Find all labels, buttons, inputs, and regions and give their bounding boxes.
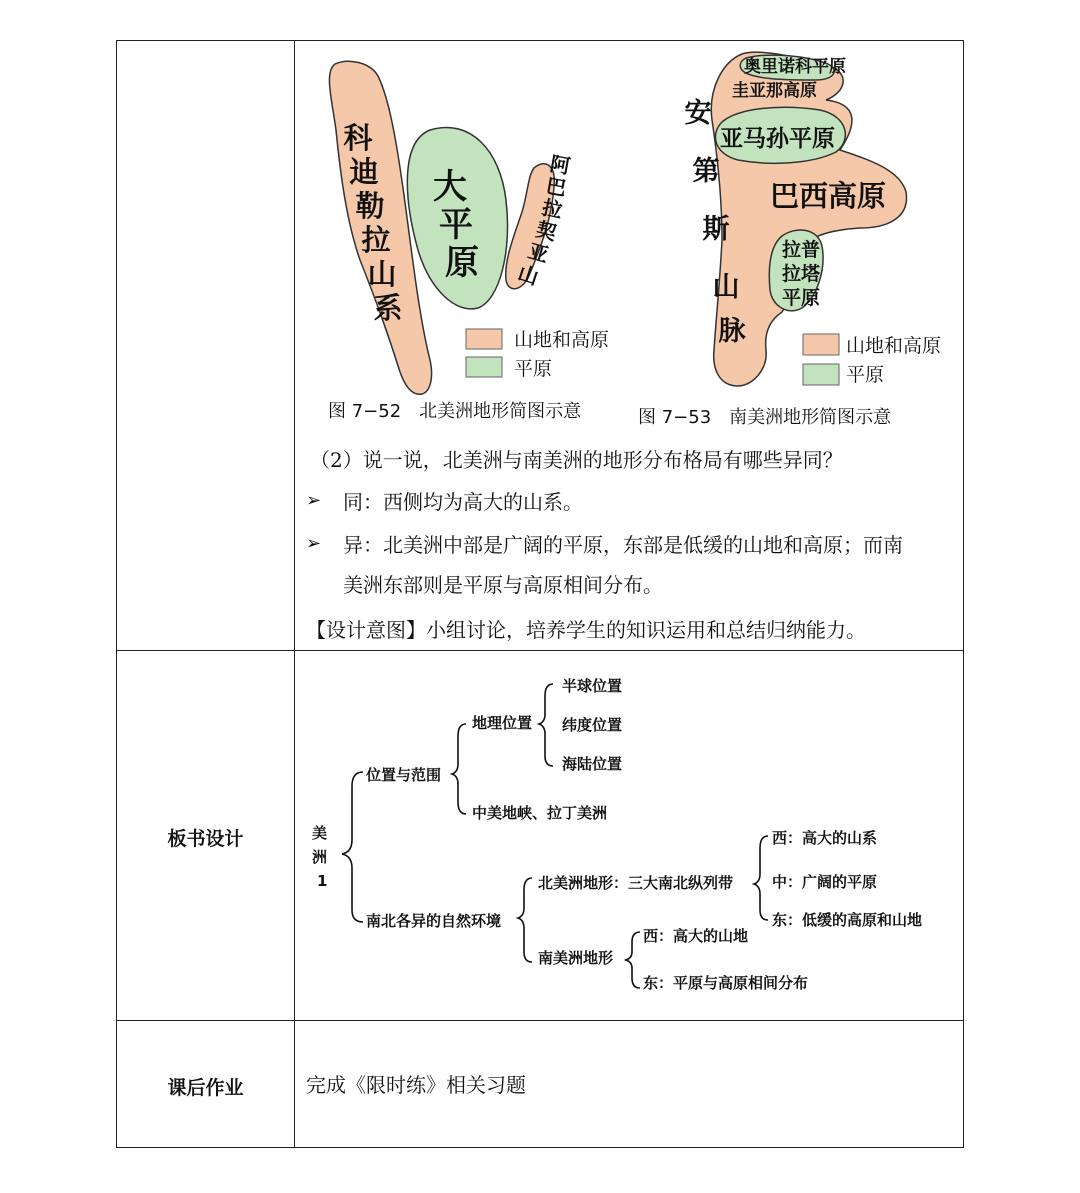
appalachian-char: 巴 [544, 173, 569, 201]
south-map-caption: 图 7−53 南美洲地形简图示意 [638, 407, 892, 428]
location-brace [452, 724, 466, 814]
guiana-label: 圭亚那高原 [732, 81, 817, 101]
root-char: 1 [317, 872, 328, 890]
row-divider [117, 1020, 963, 1021]
great-plains-char: 大 [433, 167, 467, 207]
homework-text: 完成《限时练》相关习题 [306, 1073, 526, 1097]
latitude-node: 纬度位置 [562, 716, 623, 734]
cordillera-char: 山 [367, 257, 397, 291]
legend-plain-swatch [803, 364, 839, 385]
geo-position-node: 地理位置 [472, 714, 533, 732]
andes-char: 山 [712, 272, 740, 303]
environment-brace [518, 878, 532, 962]
hemisphere-node: 半球位置 [562, 677, 623, 695]
south-america-map [638, 52, 941, 428]
design-intent: 【设计意图】小组讨论，培养学生的知识运用和总结归纳能力。 [306, 618, 866, 642]
amazon-label: 亚马孙平原 [720, 126, 835, 152]
column-divider [294, 41, 295, 1147]
legend-mountain-text: 山地和高原 [846, 335, 942, 357]
na-terrain-node: 北美洲地形：三大南北纵列带 [538, 874, 734, 892]
terrain-maps [296, 42, 962, 437]
laplata-char: 拉塔 [782, 263, 821, 285]
appalachian-char: 亚 [525, 238, 552, 268]
cordillera-char: 拉 [361, 223, 391, 257]
appalachian-char: 契 [533, 216, 559, 246]
arrow-bullet-icon: ➢ [306, 533, 322, 554]
sa-west-node: 西：高大的山地 [643, 927, 749, 945]
laplata-char: 平原 [782, 287, 821, 309]
board-design-label: 板书设计 [167, 828, 244, 850]
cordillera-char: 系 [373, 291, 403, 325]
central-america-node: 中美地峡、拉丁美洲 [472, 804, 608, 822]
board-design-diagram [296, 652, 962, 1018]
legend-plain-text: 平原 [514, 358, 553, 380]
sea-land-node: 海陆位置 [562, 755, 623, 773]
sa-terrain-brace [626, 932, 640, 988]
great-plains-char: 平 [439, 205, 473, 245]
laplata-char: 拉普 [782, 239, 821, 261]
na-middle-node: 中：广阔的平原 [772, 873, 878, 891]
location-node: 位置与范围 [366, 766, 442, 784]
appalachian-char: 拉 [539, 195, 565, 223]
environment-node: 南北各异的自然环境 [366, 912, 502, 930]
diff-point-line2: 美洲东部则是平原与高原相间分布。 [343, 573, 663, 597]
homework-label: 课后作业 [167, 1077, 244, 1099]
andes-char: 安 [684, 98, 712, 129]
legend-plain-text: 平原 [846, 364, 885, 386]
root-node [312, 824, 327, 890]
north-america-map [328, 61, 609, 422]
cordillera-char: 迪 [349, 155, 379, 189]
na-terrain-brace [754, 836, 768, 920]
appalachian-char: 阿 [548, 151, 573, 179]
row-divider [117, 650, 963, 651]
great-plains-char: 原 [445, 243, 479, 283]
na-west-node: 西：高大的山系 [772, 829, 878, 847]
legend-mountain-swatch [803, 334, 839, 355]
geo-position-brace [539, 684, 553, 766]
andes-char: 第 [692, 156, 720, 187]
sa-terrain-node: 南美洲地形 [538, 949, 614, 967]
orinoco-label: 奥里诺科平原 [744, 57, 846, 77]
andes-char: 斯 [702, 214, 730, 245]
discussion-question: （2）说一说，北美洲与南美洲的地形分布格局有哪些异同？ [310, 448, 843, 472]
cordillera-char: 勒 [355, 189, 385, 223]
legend-mountain-text: 山地和高原 [514, 329, 610, 351]
north-map-caption: 图 7−52 北美洲地形简图示意 [328, 401, 582, 422]
root-char: 美 [312, 824, 328, 842]
andes-char: 脉 [718, 316, 746, 347]
legend-mountain-swatch [466, 329, 502, 349]
root-char: 洲 [312, 848, 328, 866]
brazil-label: 巴西高原 [770, 179, 887, 213]
diff-point-line1: 异：北美洲中部是广阔的平原，东部是低缓的山地和高原；而南 [343, 533, 903, 557]
appalachian-char: 山 [515, 260, 542, 290]
arrow-bullet-icon: ➢ [306, 490, 322, 511]
na-east-node: 东：低缓的高原和山地 [772, 911, 923, 929]
cordillera-char: 科 [343, 121, 373, 155]
sa-east-node: 东：平原与高原相间分布 [643, 974, 809, 992]
same-point: 同：西侧均为高大的山系。 [343, 490, 583, 514]
legend-plain-swatch [466, 357, 502, 377]
root-brace [342, 772, 363, 922]
